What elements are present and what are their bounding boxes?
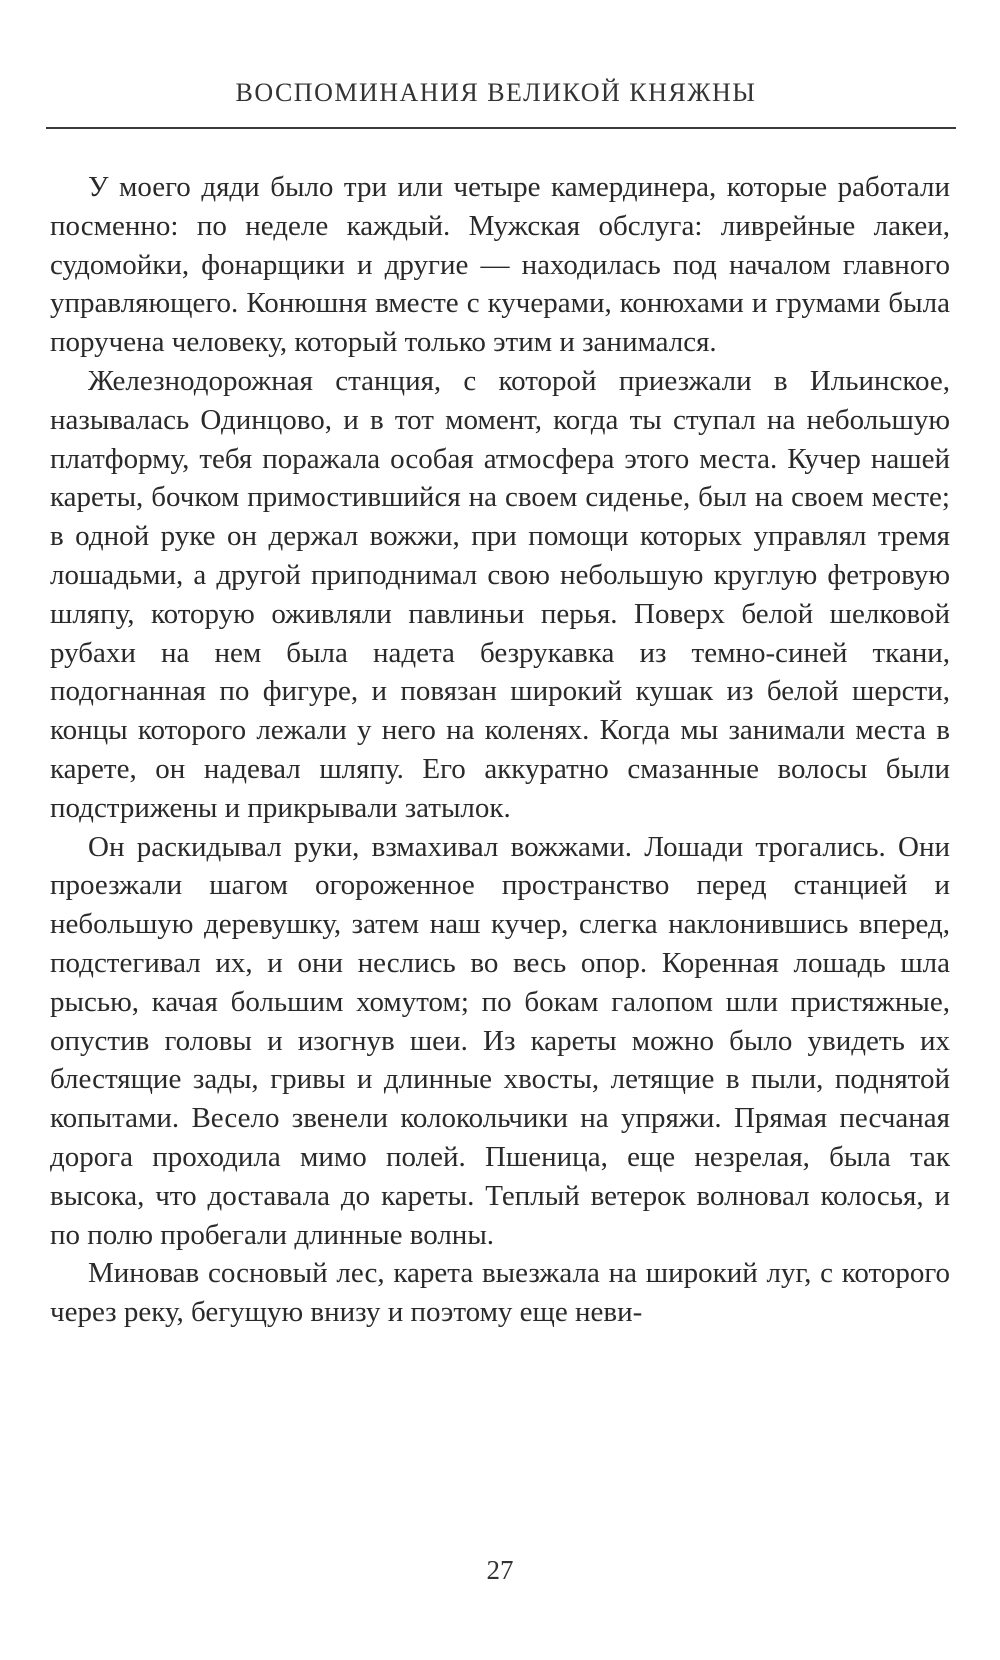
page-number: 27: [486, 1555, 514, 1585]
body-text: [50, 168, 950, 1332]
paragraph-ride: Он раскидывал руки, взмахивал вожжами. Лошади трогались. Они проезжали шагом огороженное пространство перед станцией и небольшую деревушку, затем наш кучер, слегка наклонившись вперед, подстегивал их, и они неслись во весь опор. Коренная лошадь шла рысью, качая большим хомутом; по бокам галопом шли пристяжные, опустив головы и изогнув шеи. Из кареты можно было увидеть их блестящие зады, гривы и длинные хвосты, летящие в пыли, поднятой копытами. Весело звенели колокольчики на упряжи. Прямая песчаная дорога проходила мимо полей. Пшеница, еще незрелая, была так высока, что доставала до кареты. Теплый ветерок волновал колосья, и по полю пробегали длинные волны.: [50, 830, 950, 1251]
paragraph-meadow: Миновав сосновый лес, карета выезжала на широкий луг, с которого через реку, бегущую внизу и поэтому еще неви-: [50, 1257, 950, 1329]
running-header: ВОСПОМИНАНИЯ ВЕЛИКОЙ КНЯЖНЫ: [235, 78, 757, 107]
paragraph-staff: У моего дяди было три или четыре камердинера, которые работали посменно: по неделе каждый. Мужская обслуга: ливрейные лакеи, судомойки, фонарщики и другие — находилась под началом главного управляющего. Конюшня вместе с кучерами, конюхами и грумами была поручена человеку, который только этим и занимался.: [50, 171, 950, 359]
header-rule: [46, 127, 956, 129]
paragraph-station: Железнодорожная станция, с которой приезжали в Ильинское, называлась Одинцово, и в тот момент, когда ты ступал на небольшую платформу, тебя поражала особая атмосфера этого места. Кучер нашей кареты, бочком примостившийся на своем сиденье, был на своем месте; в одной руке он держал вожжи, при помощи которых управлял тремя лошадьми, а другой приподнимал свою небольшую круглую фетровую шляпу, которую оживляли павлиньи перья. Поверх белой шелковой рубахи на нем была надета безрукавка из темно-синей ткани, подогнанная по фигуре, и повязан широкий кушак из белой шерсти, концы которого лежали у него на коленях. Когда мы занимали места в карете, он надевал шляпу. Его аккуратно смазанные волосы были подстрижены и прикрывали затылок.: [50, 364, 950, 824]
